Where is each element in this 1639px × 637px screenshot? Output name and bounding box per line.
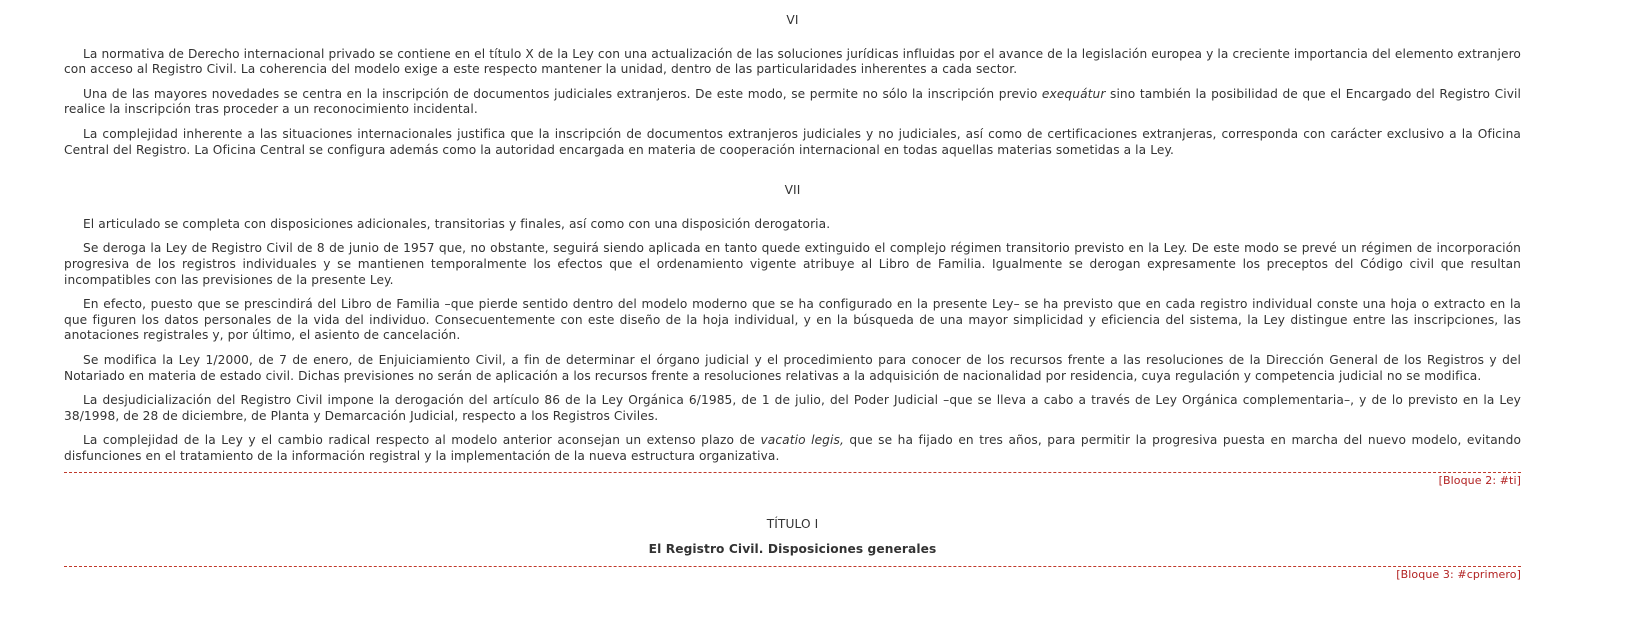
document-body (64, 0, 1521, 581)
paragraph: La normativa de Derecho internacional privado se contiene en el título X de la Ley con una actualización de las soluciones jurídicas influidas por el avance de la legislación europea y la creciente importancia del elemento extranjero con acceso al Registro Civil. La coherencia del modelo exige a este respecto mantener la unidad, dentro de las particularidades inherentes a cada sector. (64, 46, 1521, 77)
paragraph: En efecto, puesto que se prescindirá del Libro de Familia –que pierde sentido dentro del modelo moderno que se ha configurado en la presente Ley– se ha previsto que en cada registro individual conste una hoja o extracto en la que figuren los datos personales de la vida del individuo. Consecuentemente con este diseño de la hoja individual, y en la búsqueda de una mayor simplicidad y eficiencia del sistema, la Ley distingue entre las inscripciones, las anotaciones registrales y, por último, el asiento de cancelación. (64, 297, 1521, 343)
section-heading-vi: VI (786, 13, 799, 27)
paragraph-text: que se ha fijado en tres años, para permitir la progresiva puesta en marcha del nuevo modelo, evitando disfunciones en el tratamiento de la información registral y la implementación de la nueva estructura organizativa. (64, 433, 1521, 463)
paragraph-text: La complejidad de la Ley y el cambio radical respecto al modelo anterior aconsejan un extenso plazo de (83, 433, 761, 448)
paragraph: Se modifica la Ley 1/2000, de 7 de enero, de Enjuiciamiento Civil, a fin de determinar el órgano judicial y el procedimiento para conocer de los recursos frente a las resoluciones de la Dirección General de los Registros y del Notariado en materia de estado civil. Dichas previsiones no serán de aplicación a los recursos frente a resoluciones relativas a la adquisición de nacionalidad por residencia, cuya regulación y competencia judicial no se modifica. (64, 352, 1521, 383)
paragraph-text: sino también la posibilidad de que el Encargado del Registro Civil realice la inscripción tras proceder a un reconocimiento incidental. (64, 86, 1521, 117)
paragraph-emphasis: vacatio legis, (760, 433, 844, 448)
paragraph (64, 433, 1521, 464)
bloque-2-anchor-link[interactable]: [Bloque 2: #ti] (1438, 474, 1521, 488)
paragraph: La complejidad inherente a las situaciones internacionales justifica que la inscripción de documentos extranjeros judiciales y no judiciales, así como de certificaciones extranjeras, corresponda con carácter exclusivo a la Oficina Central del Registro. La Oficina Central se configura además como la autoridad encargada en materia de cooperación internacional en todas aquellas materias sometidas a la Ley. (64, 126, 1521, 157)
titulo-heading: TÍTULO I (766, 517, 819, 532)
paragraph: La desjudicialización del Registro Civil impone la derogación del artículo 86 de la Ley Orgánica 6/1985, de 1 de julio, del Poder Judicial –que se lleva a cabo a través de Ley Orgánica complementaria–, y de lo previsto en la Ley 38/1998, de 28 de diciembre, de Planta y Demarcación Judicial, respecto a los Registros Civiles. (64, 393, 1521, 423)
titulo-subtitle: El Registro Civil. Disposiciones generales (648, 542, 937, 557)
paragraph-emphasis: exequátur (1041, 86, 1106, 101)
paragraph (64, 87, 1521, 118)
paragraph-text: Una de las mayores novedades se centra en la inscripción de documentos judiciales extranjeros. De este modo, se permite no sólo la inscripción previo (83, 86, 1042, 101)
bloque-3-anchor-link[interactable]: [Bloque 3: #cprimero] (1396, 567, 1521, 581)
paragraph: El articulado se completa con disposiciones adicionales, transitorias y finales, así como con una disposición derogatoria. (83, 216, 831, 231)
paragraph: Se deroga la Ley de Registro Civil de 8 de junio de 1957 que, no obstante, seguirá siendo aplicada en tanto quede extinguido el complejo régimen transitorio previsto en la Ley. De este modo se prevé un régimen de incorporación progresiva de los registros individuales y se mantienen temporalmente los efectos que el ordenamiento vigente atribuye al Libro de Familia. Igualmente se derogan expresamente los preceptos del Código civil que resultan incompatibles con las previsiones de la presente Ley. (64, 241, 1521, 287)
section-heading-vii: VII (784, 183, 801, 198)
